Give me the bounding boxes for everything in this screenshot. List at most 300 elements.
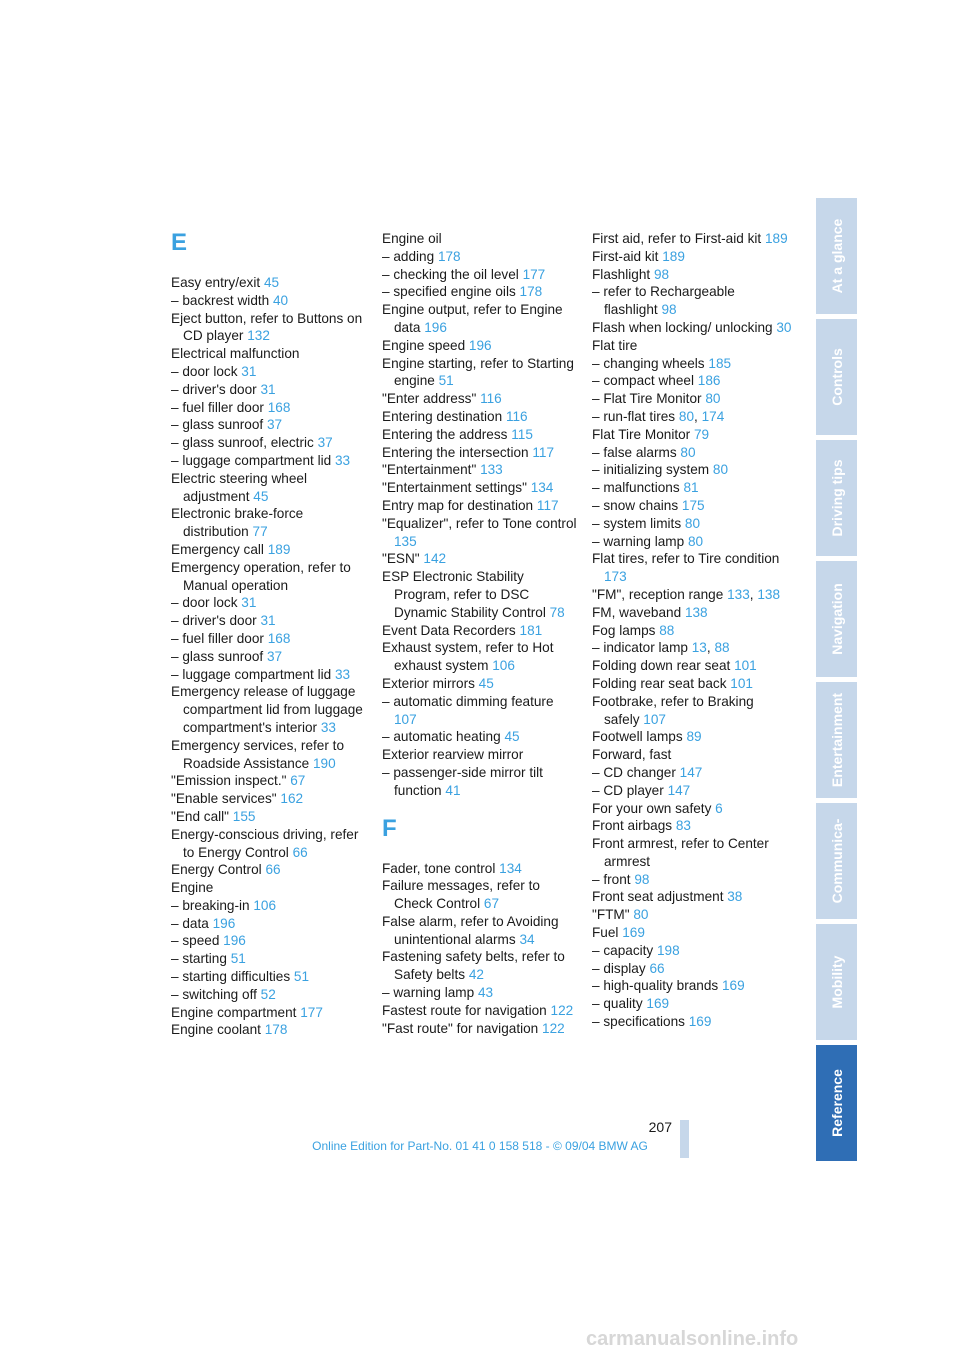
index-entry <box>382 622 577 640</box>
page-reference-link[interactable]: 189 <box>267 541 291 557</box>
page-reference-link[interactable]: 51 <box>438 373 454 389</box>
index-entry <box>592 817 792 835</box>
page-reference-link[interactable]: 79 <box>693 426 710 442</box>
index-entry <box>171 986 366 1004</box>
index-entry-text: Flat tire <box>592 337 638 353</box>
page-reference-link[interactable]: 80 <box>678 408 695 424</box>
page-reference-link[interactable]: 80 <box>633 907 649 923</box>
index-entry-text: – false alarms <box>592 444 681 460</box>
index-entry-text: Front armrest, refer to Center armrest <box>592 836 769 869</box>
page-reference-link[interactable]: 30 <box>776 319 792 335</box>
page-reference-link[interactable]: 132 <box>247 328 270 344</box>
index-entry <box>592 764 792 782</box>
index-entry-text: – switching off <box>171 986 261 1002</box>
page-reference-link[interactable]: 98 <box>634 871 650 887</box>
tab-label: Controls <box>828 348 845 406</box>
page-reference-link[interactable]: 101 <box>734 658 757 674</box>
index-entry-text: Electrical malfunction <box>171 346 300 362</box>
index-entry-text: Fastest route for navigation <box>382 1002 551 1018</box>
page-reference-link[interactable]: 13 <box>691 640 707 656</box>
index-entry-text: – glass sunroof <box>171 648 267 664</box>
index-entry-text: Fastening safety belts, refer to Safety belts <box>382 949 565 983</box>
page-reference-link[interactable]: 175 <box>681 497 705 513</box>
index-entry-text: Emergency operation, refer to Manual operation <box>171 559 351 593</box>
index-entry-text: – fuel filler door <box>171 399 268 415</box>
index-entry-text: Fog lamps <box>592 622 660 638</box>
watermark: carmanualsonline.info <box>586 1328 799 1350</box>
page-reference-link[interactable]: 78 <box>549 604 565 620</box>
page-reference-link[interactable]: 6 <box>715 800 723 816</box>
index-entry <box>171 416 366 434</box>
index-entry-text: FM, waveband <box>592 604 685 620</box>
page-reference-link[interactable]: 45 <box>504 729 520 745</box>
page-reference-link[interactable]: 168 <box>267 399 291 415</box>
index-entry-text: "Fast route" for navigation <box>382 1020 543 1036</box>
index-entry <box>171 363 366 381</box>
index-entry <box>171 1021 366 1039</box>
index-entry-text: – glass sunroof <box>171 417 267 433</box>
index-entry-text: Exterior rearview mirror <box>382 747 524 763</box>
page-reference-link[interactable]: 117 <box>536 497 559 513</box>
index-entry <box>382 497 577 515</box>
index-entry-text: Emergency services, refer to Roadside Assistance <box>171 737 345 771</box>
index-column-1 <box>171 230 366 1039</box>
page-reference-link[interactable]: 67 <box>483 896 500 912</box>
page-reference-link[interactable]: 31 <box>260 381 276 397</box>
index-entry-text: Engine compartment <box>171 1004 301 1020</box>
index-entry <box>592 942 792 960</box>
page-reference-link[interactable]: 45 <box>253 488 269 504</box>
index-entry <box>382 1002 577 1020</box>
index-entry <box>171 292 366 310</box>
page-reference-link[interactable]: 155 <box>232 808 256 824</box>
page-reference-link[interactable]: 106 <box>253 897 277 913</box>
index-entry-text: – warning lamp <box>592 533 688 549</box>
tab-label: Communica- <box>828 818 845 904</box>
index-entry <box>171 666 366 684</box>
index-entry-text: Engine <box>171 880 214 896</box>
page-reference-link[interactable]: 134 <box>530 480 554 496</box>
page-reference-link[interactable]: 67 <box>290 773 306 789</box>
page-reference-link[interactable]: 173 <box>604 569 627 585</box>
index-entry-text: – capacity <box>592 942 657 958</box>
page-reference-link[interactable]: 196 <box>468 337 492 353</box>
index-entry <box>382 693 577 729</box>
index-entry <box>592 444 792 462</box>
index-entry <box>171 452 366 470</box>
index-entry-text: Forward, fast <box>592 747 672 763</box>
index-entry <box>592 426 792 444</box>
index-entry-text: Exhaust system, refer to Hot exhaust system <box>382 640 554 674</box>
page-reference-link[interactable]: 33 <box>334 666 351 682</box>
index-entry-text: – Flat Tire Monitor <box>592 391 706 407</box>
page-reference-link[interactable]: 98 <box>653 266 670 282</box>
page-reference-link[interactable]: 45 <box>478 675 494 691</box>
page-reference-link[interactable]: 83 <box>675 818 691 834</box>
page-reference-link[interactable]: 147 <box>667 782 691 798</box>
index-entry <box>592 390 792 408</box>
section-tabs <box>816 198 857 1166</box>
index-entry-text: Energy Control <box>171 862 266 878</box>
index-entry-text: – display <box>592 960 650 976</box>
index-entry-text: Front seat adjustment <box>592 889 728 905</box>
page-reference-link[interactable]: 198 <box>656 942 680 958</box>
index-entry-text: Flash when locking/ unlocking <box>592 319 777 335</box>
page-reference-link[interactable]: 37 <box>317 435 333 451</box>
index-entry <box>171 505 366 541</box>
index-entry-text: – driver's door <box>171 381 261 397</box>
index-entry <box>382 948 577 984</box>
page-reference-link[interactable]: 162 <box>280 791 304 807</box>
index-entry-text: Footbrake, refer to Braking safely <box>592 693 754 727</box>
page-reference-link[interactable]: 89 <box>686 729 702 745</box>
index-entry <box>592 319 792 337</box>
page-reference-link[interactable]: 168 <box>267 630 291 646</box>
index-entry <box>171 648 366 666</box>
page-reference-link[interactable]: 77 <box>252 524 268 540</box>
index-entry-text: "Entertainment settings" <box>382 480 531 496</box>
index-entry-text: Exterior mirrors <box>382 675 479 691</box>
page-reference-link[interactable]: 101 <box>730 675 753 691</box>
page-reference-link[interactable]: 147 <box>679 764 703 780</box>
index-entry <box>382 283 577 301</box>
page-reference-link[interactable]: 189 <box>764 231 788 246</box>
index-entry-text: – speed <box>171 933 224 949</box>
page-reference-link[interactable]: 178 <box>519 284 543 300</box>
page-reference-link[interactable]: 186 <box>697 373 721 389</box>
page-reference-link[interactable]: 31 <box>241 363 257 379</box>
page-reference-link[interactable]: 169 <box>688 1014 712 1030</box>
page-reference-link[interactable]: 51 <box>293 969 310 985</box>
index-entry-text: Engine coolant <box>171 1022 265 1038</box>
index-entry <box>592 355 792 373</box>
page-reference-link[interactable]: 106 <box>492 658 515 674</box>
index-entry <box>382 568 577 621</box>
index-entry-text: Emergency call <box>171 541 268 557</box>
page-reference-link[interactable]: 80 <box>684 515 701 531</box>
page-reference-link[interactable]: 177 <box>522 266 546 282</box>
page-reference-link[interactable]: 117 <box>532 444 555 460</box>
index-entry-text: Entering the intersection <box>382 444 533 460</box>
page-reference-link[interactable]: 33 <box>320 719 336 735</box>
index-entry-text: First aid, refer to First-aid kit <box>592 231 765 246</box>
index-entry <box>382 764 577 800</box>
tab-navigation[interactable] <box>816 561 857 677</box>
index-entry <box>171 434 366 452</box>
index-entry-text: – starting difficulties <box>171 969 294 985</box>
tab-entertainment[interactable] <box>816 682 857 798</box>
index-entry <box>382 746 577 764</box>
index-column-2 <box>382 230 577 1037</box>
index-entry-text: – glass sunroof, electric <box>171 435 318 451</box>
index-entry-text: – CD changer <box>592 764 680 780</box>
index-entry <box>382 860 577 878</box>
index-entry-text: Fader, tone control <box>382 860 500 876</box>
index-entry <box>382 675 577 693</box>
page-reference-link[interactable]: 31 <box>241 595 257 611</box>
index-entry <box>592 372 792 390</box>
index-entry-text: Entering destination <box>382 408 506 424</box>
index-entry <box>171 915 366 933</box>
index-entry <box>171 399 366 417</box>
page-reference-link[interactable]: 80 <box>687 533 704 549</box>
index-entry <box>171 381 366 399</box>
index-entry <box>592 248 792 266</box>
page-number: 207 <box>648 1119 672 1135</box>
index-entry <box>382 230 577 248</box>
index-entry <box>171 612 366 630</box>
index-entry <box>592 230 792 248</box>
page-reference-link[interactable]: 37 <box>266 417 283 433</box>
page-reference-link[interactable]: 41 <box>445 782 461 798</box>
index-entry <box>592 800 792 818</box>
index-entry <box>171 594 366 612</box>
tab-label: Mobility <box>828 955 845 1009</box>
page-reference-link[interactable]: 196 <box>212 915 236 931</box>
index-entry <box>592 533 792 551</box>
index-entry-text: Entry map for destination <box>382 497 537 513</box>
index-entry: – run-flat tires 80, 174 <box>592 408 725 424</box>
index-entry-text: Footwell lamps <box>592 729 687 745</box>
index-entry <box>171 826 366 862</box>
index-entry <box>382 355 577 391</box>
page-reference-link[interactable]: 178 <box>437 248 461 264</box>
page-reference-link[interactable]: 34 <box>519 931 535 947</box>
index-entry-text: – specifications <box>592 1014 689 1030</box>
index-entry <box>592 995 792 1013</box>
index-entry <box>382 461 577 479</box>
page-reference-link[interactable]: 80 <box>712 462 729 478</box>
index-entry <box>171 879 366 897</box>
tab-driving-tips[interactable] <box>816 440 857 556</box>
index-entry <box>382 248 577 266</box>
page-reference-link[interactable]: 31 <box>260 613 276 629</box>
index-entry-text: – CD player <box>592 782 668 798</box>
index-entry <box>382 984 577 1002</box>
index-entry <box>592 479 792 497</box>
index-entry-text: Flashlight <box>592 266 654 282</box>
index-entry-text: Front airbags <box>592 818 676 834</box>
index-entry <box>592 693 792 729</box>
page-reference-link[interactable]: 116 <box>505 408 528 424</box>
page-reference-link[interactable]: 189 <box>662 248 685 264</box>
index-entry <box>592 622 792 640</box>
page-reference-link[interactable]: 169 <box>646 996 670 1012</box>
index-entry-text: Eject button, refer to Buttons on CD player <box>171 310 363 344</box>
page-reference-link[interactable]: 133 <box>480 462 503 478</box>
index-entry <box>592 888 792 906</box>
index-entry-text: Engine starting, refer to Starting engine <box>382 355 574 389</box>
index-entry <box>592 515 792 533</box>
index-entry-text: "Enable services" <box>171 791 281 807</box>
index-entry <box>171 790 366 808</box>
page-reference-link[interactable]: 38 <box>727 889 743 905</box>
index-entry <box>171 932 366 950</box>
index-entry-text: – luggage compartment lid <box>171 452 335 468</box>
index-entry <box>171 630 366 648</box>
page-reference-link[interactable]: 88 <box>659 622 675 638</box>
tab-communica[interactable] <box>816 803 857 919</box>
page-reference-link[interactable]: 185 <box>708 355 732 371</box>
page-reference-link[interactable]: 107 <box>394 711 417 727</box>
page-reference-link[interactable]: 116 <box>480 391 502 407</box>
index-entry <box>382 266 577 284</box>
tab-at-a-glance[interactable] <box>816 198 857 314</box>
index-entry <box>382 639 577 675</box>
page-reference-link[interactable]: 134 <box>499 860 522 876</box>
page-reference-link[interactable]: 40 <box>273 292 289 308</box>
page-reference-link[interactable]: 169 <box>622 925 645 941</box>
index-entry <box>382 913 577 949</box>
index-column-3 <box>592 230 792 1031</box>
index-entry-text: – front <box>592 871 635 887</box>
footer-edition-text: Online Edition for Part-No. 01 41 0 158 518 - © 09/04 BMW AG <box>312 1139 648 1153</box>
page-reference-link[interactable]: 181 <box>519 622 543 638</box>
index-entry-text: – warning lamp <box>382 985 478 1001</box>
page-reference-link[interactable]: 66 <box>265 862 281 878</box>
index-entry-text: Failure messages, refer to Check Control <box>382 878 540 912</box>
index-entry <box>171 274 366 292</box>
page-reference-link[interactable]: 45 <box>263 275 280 290</box>
index-entry-text: – compact wheel <box>592 373 698 389</box>
index-entry-text: – quality <box>592 996 647 1012</box>
index-entry <box>171 772 366 790</box>
index-entry <box>382 390 577 408</box>
index-entry <box>592 977 792 995</box>
page-reference-link[interactable]: 52 <box>260 986 276 1002</box>
page-reference-link[interactable]: 80 <box>705 391 721 407</box>
page-reference-link[interactable]: 37 <box>266 648 283 664</box>
index-entry <box>592 283 792 319</box>
index-entry <box>171 968 366 986</box>
index-entry-text: Emergency release of luggage compartment lid from luggage compartment's interior <box>171 684 363 735</box>
index-entry-text: – passenger-side mirror tilt function <box>382 764 543 798</box>
page-reference-link[interactable]: 190 <box>312 755 336 771</box>
page-reference-link[interactable]: 135 <box>394 533 417 549</box>
index-entry-text: – run-flat tires <box>592 408 679 424</box>
index-entry-text: – luggage compartment lid <box>171 666 335 682</box>
index-entry-text: – malfunctions <box>592 480 684 496</box>
page-reference-link[interactable]: 138 <box>757 586 781 602</box>
index-entry <box>592 871 792 889</box>
page-reference-link[interactable]: 122 <box>550 1002 574 1018</box>
index-entry-text: – door lock <box>171 595 242 611</box>
index-entry-text: Engine oil <box>382 231 442 246</box>
page-reference-link[interactable]: 142 <box>423 551 447 567</box>
index-entry-text: ESP Electronic Stability Program, refer to DSC Dynamic Stability Control <box>382 569 550 620</box>
index-entry-text: Folding down rear seat <box>592 658 735 674</box>
index-entry <box>382 728 577 746</box>
page-reference-link[interactable]: 178 <box>264 1022 288 1038</box>
index-entry-text: Engine output, refer to Engine data <box>382 302 563 335</box>
tab-label: Entertainment <box>828 692 845 788</box>
index-entry <box>592 746 792 764</box>
index-entry <box>171 541 366 559</box>
index-entry-text: "End call" <box>171 808 233 824</box>
index-entry <box>592 924 792 942</box>
tab-mobility[interactable] <box>816 924 857 1040</box>
index-entry-text: "Entertainment" <box>382 462 481 478</box>
index-entry-text: – refer to Rechargeable flashlight <box>592 284 735 318</box>
index-entry-text: – indicator lamp <box>592 640 692 656</box>
index-entry <box>592 675 792 693</box>
index-entry-text: – specified engine oils <box>382 284 520 300</box>
index-entry <box>592 960 792 978</box>
index-entry <box>171 1004 366 1022</box>
index-entry <box>171 737 366 773</box>
index-entry-text: – checking the oil level <box>382 266 523 282</box>
index-entry-text: – backrest width <box>171 292 273 308</box>
index-entry <box>592 1013 792 1031</box>
index-entry-text: – door lock <box>171 363 242 379</box>
page-reference-link[interactable]: 133 <box>727 586 750 602</box>
page-reference-link[interactable]: 43 <box>477 985 494 1001</box>
index-entry-text: – snow chains <box>592 497 682 513</box>
page-reference-link[interactable]: 169 <box>721 978 745 994</box>
index-entry-text: Entering the address <box>382 426 512 442</box>
page-reference-link[interactable]: 122 <box>542 1020 565 1036</box>
index-entry <box>171 808 366 826</box>
page-reference-link[interactable]: 33 <box>334 452 351 468</box>
index-entry <box>171 897 366 915</box>
index-entry <box>171 470 366 506</box>
page-reference-link[interactable]: 174 <box>701 408 725 424</box>
index-entry <box>592 497 792 515</box>
page-reference-link[interactable]: 115 <box>511 426 533 442</box>
page-reference-link[interactable]: 80 <box>680 444 696 460</box>
index-entry <box>171 950 366 968</box>
index-entry-text: – breaking-in <box>171 897 254 913</box>
page-reference-link[interactable]: 42 <box>468 967 484 983</box>
index-entry-text: – fuel filler door <box>171 630 268 646</box>
page-reference-link[interactable]: 138 <box>684 604 708 620</box>
tab-label: Reference <box>828 1069 845 1137</box>
index-entry-text: For your own safety <box>592 800 716 816</box>
page-reference-link[interactable]: 51 <box>230 951 246 967</box>
index-entry <box>592 657 792 675</box>
tab-controls[interactable] <box>816 319 857 435</box>
index-entry-text: Fuel <box>592 925 623 941</box>
index-entry-text: – initializing system <box>592 462 713 478</box>
index-entry <box>592 337 792 355</box>
index-entry <box>382 337 577 355</box>
index-entry <box>592 782 792 800</box>
index-entry <box>382 301 577 337</box>
index-entry-text: – changing wheels <box>592 355 709 371</box>
index-entry-text: Flat Tire Monitor <box>592 426 694 442</box>
index-entry <box>382 444 577 462</box>
page-reference-link[interactable]: 196 <box>223 933 246 949</box>
index-entry-text: – high-quality brands <box>592 978 722 994</box>
page-reference-link[interactable]: 81 <box>683 480 699 496</box>
page-reference-link[interactable]: 98 <box>661 302 677 318</box>
index-entry <box>592 604 792 622</box>
index-entry <box>592 906 792 924</box>
index-entry-text: – starting <box>171 951 231 967</box>
page-reference-link[interactable]: 66 <box>292 844 308 860</box>
section-letter-f: F <box>382 814 397 842</box>
index-entry <box>171 310 366 346</box>
index-entry-text: Easy entry/exit <box>171 275 264 290</box>
index-entry <box>592 266 792 284</box>
page-reference-link[interactable]: 196 <box>424 319 447 335</box>
page-reference-link[interactable]: 177 <box>300 1004 323 1020</box>
page-reference-link[interactable]: 88 <box>714 640 730 656</box>
index-entry-text: Event Data Recorders <box>382 622 520 638</box>
page-reference-link[interactable]: 66 <box>649 960 665 976</box>
page-reference-link[interactable]: 107 <box>643 711 666 727</box>
index-entry-text: "Equalizer", refer to Tone control <box>382 515 577 531</box>
